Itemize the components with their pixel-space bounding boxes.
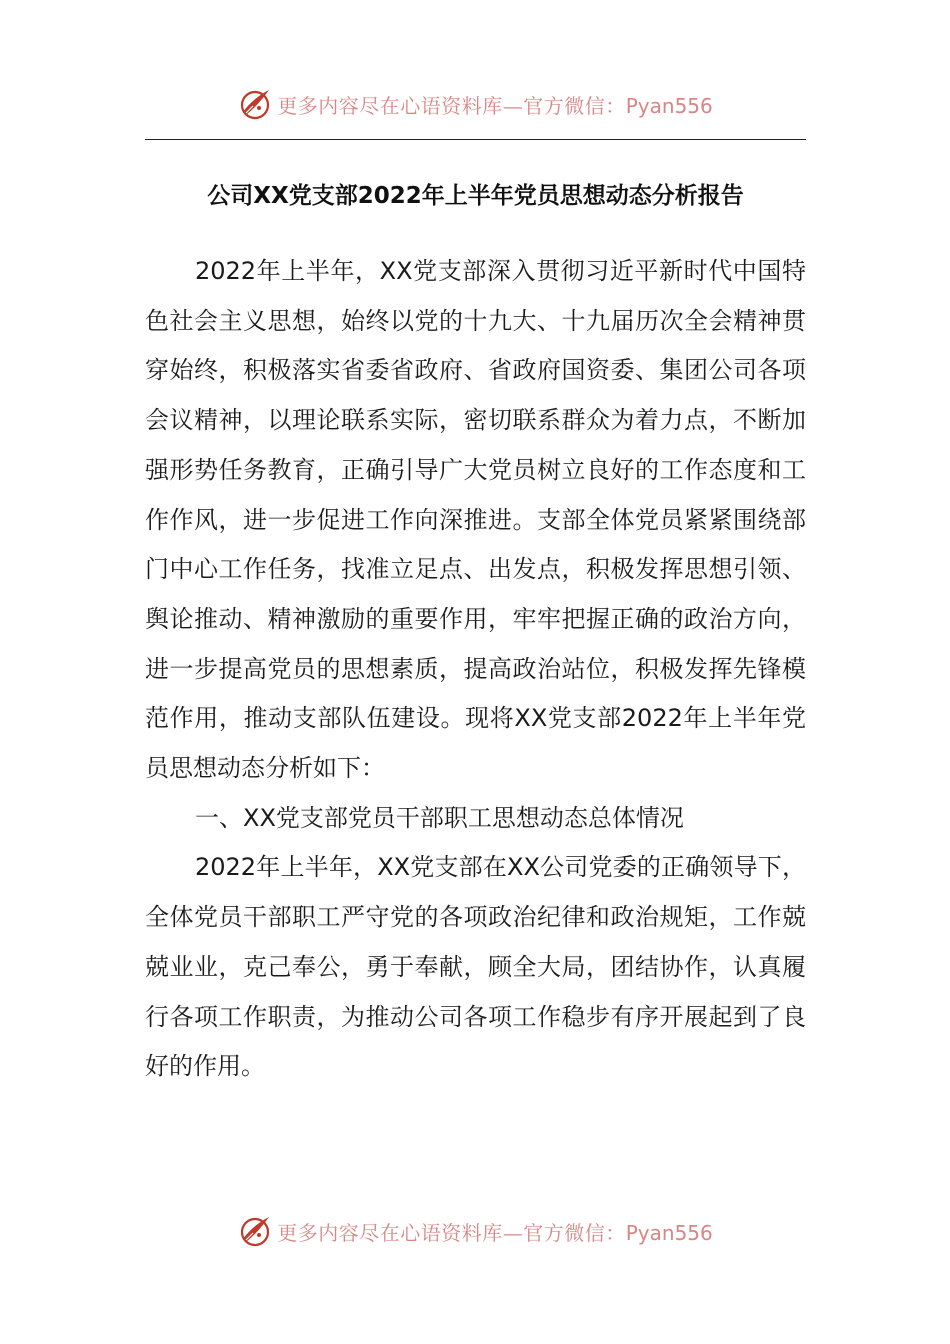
quill-seal-icon bbox=[237, 86, 273, 122]
header-rule bbox=[145, 139, 806, 140]
section-heading-1: 一、XX党支部党员干部职工思想动态总体情况 bbox=[195, 803, 684, 832]
document-body bbox=[145, 247, 806, 1092]
paragraph-intro: 2022年上半年，XX党支部深入贯彻习近平新时代中国特色社会主义思想，始终以党的十九大、十九届历次全会精神贯穿始终，积极落实省委省政府、省政府国资委、集团公司各项会议精神，以理论联系实际，密切联系群众为着力点，不断加强形势任务教育，正确引导广大党员树立良好的工作态度和工作作风，进一步促进工作向深推进。支部全体党员紧紧围绕部门中心工作任务，找准立足点、出发点，积极发挥思想引领、舆论推动、精神激励的重要作用，牢牢把握正确的政治方向，进一步提高党员的思想素质，提高政治站位，积极发挥先锋模范作用，推动支部队伍建设。现将XX党支部2022年上半年党员思想动态分析如下： bbox=[145, 257, 806, 783]
document-title: 公司XX党支部2022年上半年党员思想动态分析报告 bbox=[207, 183, 744, 209]
watermark-text: 更多内容尽在心语资料库—官方微信：Pyan556 bbox=[277, 93, 713, 118]
watermark-text: 更多内容尽在心语资料库—官方微信：Pyan556 bbox=[277, 1220, 713, 1245]
header-watermark bbox=[0, 84, 950, 124]
quill-seal-icon bbox=[237, 1213, 273, 1249]
footer-watermark bbox=[0, 1211, 950, 1251]
paragraph-section-1: 2022年上半年，XX党支部在XX公司党委的正确领导下，全体党员干部职工严守党的各项政治纪律和政治规矩，工作兢兢业业，克己奉公，勇于奉献，顾全大局，团结协作，认真履行各项工作职责，为推动公司各项工作稳步有序开展起到了良好的作用。 bbox=[145, 853, 806, 1081]
